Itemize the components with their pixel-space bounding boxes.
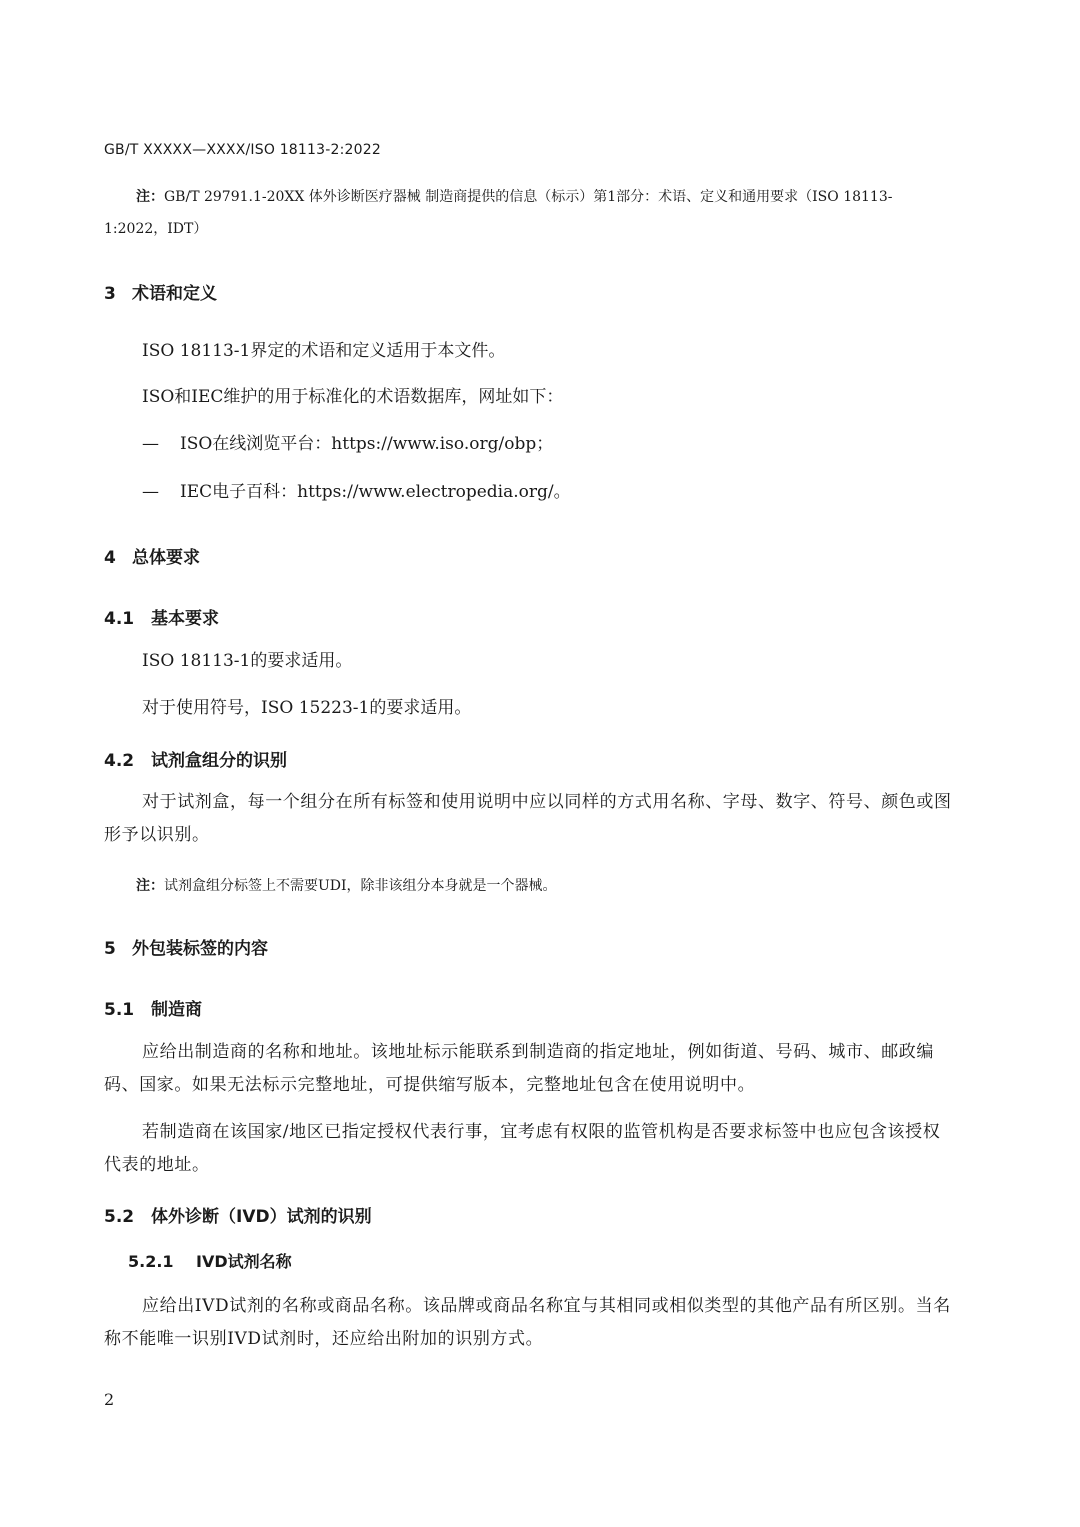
- section-5-2-heading: [104, 1202, 372, 1227]
- section-4-1-heading: [104, 604, 219, 629]
- section-5-heading: [104, 934, 268, 959]
- iso-obp-link-text: ISO在线浏览平台：https://www.iso.org/obp；: [180, 434, 554, 454]
- section-5-2-1-heading: [128, 1249, 292, 1272]
- dash-bullet: —: [142, 434, 159, 454]
- dash-bullet: —: [142, 482, 159, 502]
- section-number: 5.2.1: [128, 1252, 174, 1271]
- note-top-line1: [136, 186, 892, 206]
- section-3-para-1: ISO 18113-1界定的术语和定义适用于本文件。: [142, 341, 506, 361]
- section-4-1-para-1: ISO 18113-1的要求适用。: [142, 651, 353, 671]
- section-title: IVD试剂名称: [196, 1252, 292, 1271]
- section-4-heading: [104, 543, 200, 568]
- note-text: GB/T 29791.1-20XX 体外诊断医疗器械 制造商提供的信息（标示）第1部分：术语、定义和通用要求（ISO 18113-: [164, 189, 893, 205]
- section-4-2-note: [136, 875, 557, 895]
- section-number: 5.2: [104, 1207, 135, 1227]
- section-title: 总体要求: [132, 548, 200, 568]
- page-number: 2: [104, 1390, 115, 1409]
- section-title: 基本要求: [151, 609, 219, 629]
- section-title: 体外诊断（IVD）试剂的识别: [151, 1207, 372, 1227]
- section-number: 5: [104, 939, 116, 959]
- section-number: 3: [104, 284, 116, 304]
- section-title: 制造商: [151, 1000, 202, 1020]
- section-5-1-para-1: 应给出制造商的名称和地址。该地址标示能联系到制造商的指定地址，例如街道、号码、城市、邮政编码、国家。如果无法标示完整地址，可提供缩写版本，完整地址包含在使用说明中。: [104, 1042, 934, 1095]
- section-number: 4: [104, 548, 116, 568]
- note-label: 注：: [136, 878, 164, 894]
- section-title: 试剂盒组分的识别: [151, 751, 287, 771]
- section-5-1-para-2: 若制造商在该国家/地区已指定授权代表行事，宜考虑有权限的监管机构是否要求标签中也应包含该授权代表的地址。: [104, 1122, 941, 1175]
- section-title: 术语和定义: [132, 284, 217, 304]
- section-3-para-2: ISO和IEC维护的用于标准化的术语数据库，网址如下：: [142, 387, 564, 407]
- section-4-2-para-1: 对于试剂盒，每一个组分在所有标签和使用说明中应以同样的方式用名称、字母、数字、符号、颜色或图形予以识别。: [104, 792, 952, 845]
- note-label: 注：: [136, 189, 164, 205]
- section-4-2-heading: [104, 746, 287, 771]
- section-4-1-para-2: 对于使用符号，ISO 15223-1的要求适用。: [142, 698, 472, 718]
- section-5-1-heading: [104, 995, 202, 1020]
- section-3-heading: [104, 279, 217, 304]
- list-item: [142, 428, 553, 461]
- section-5-2-1-para-1: 应给出IVD试剂的名称或商品名称。该品牌或商品名称宜与其相同或相似类型的其他产品有所区别。当名称不能唯一识别IVD试剂时，还应给出附加的识别方式。: [104, 1296, 951, 1349]
- note-text: 试剂盒组分标签上不需要UDI，除非该组分本身就是一个器械。: [164, 878, 557, 894]
- section-number: 4.1: [104, 609, 135, 629]
- note-top-line2: 1:2022，IDT）: [104, 221, 208, 237]
- list-item: [142, 476, 571, 509]
- section-number: 4.2: [104, 751, 135, 771]
- electropedia-link-text: IEC电子百科：https://www.electropedia.org/。: [180, 482, 571, 502]
- document-code: GB/T XXXXX—XXXX/ISO 18113-2:2022: [104, 142, 381, 158]
- section-number: 5.1: [104, 1000, 135, 1020]
- section-title: 外包装标签的内容: [132, 939, 268, 959]
